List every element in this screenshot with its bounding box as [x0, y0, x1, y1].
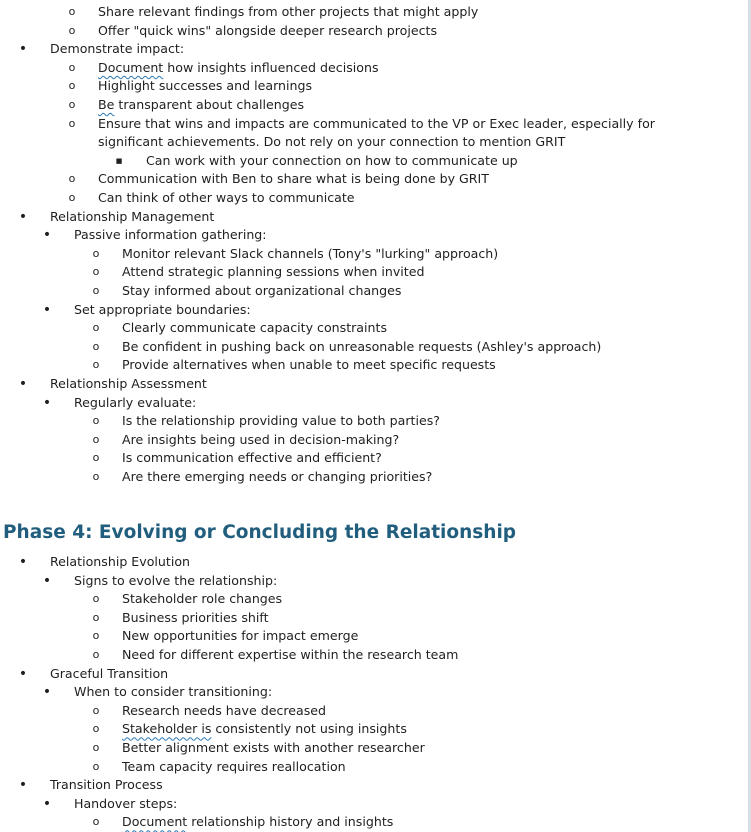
list-item-label: When to consider transitioning:	[74, 684, 273, 700]
list-item-text	[122, 412, 440, 431]
list-item-text	[50, 553, 190, 572]
bullet-circle-icon: o	[92, 414, 100, 428]
bullet-disc-icon: •	[18, 41, 28, 58]
bullet-circle-icon: o	[68, 79, 76, 93]
bullet-disc-icon: •	[18, 208, 28, 225]
list-item-label: Demonstrate impact:	[50, 41, 185, 57]
list-item-label: Attend strategic planning sessions when invited	[122, 264, 425, 280]
bullet-disc-icon: •	[18, 554, 28, 570]
list-item-label: Are there emerging needs or changing priorities?	[122, 469, 433, 484]
list-item-text	[74, 572, 277, 591]
list-item-text	[122, 627, 358, 646]
list-item-label: Passive information gathering:	[74, 227, 267, 243]
list-item-text	[98, 3, 478, 22]
phase-4-heading: Phase 4: Evolving or Concluding the Relationship	[3, 522, 517, 543]
bullet-circle-icon: o	[68, 23, 76, 37]
list-item-label: Clearly communicate capacity constraints	[122, 320, 388, 336]
list-item-label: Is the relationship providing value to both parties?	[122, 413, 440, 429]
bullet-circle-icon: o	[92, 470, 100, 483]
list-item-text	[74, 301, 251, 320]
list-item-text	[50, 40, 184, 59]
list-item-label: relationship history and insights	[187, 814, 394, 830]
spellcheck-flag[interactable]: Document	[98, 59, 164, 75]
list-item-label: Highlight successes and learnings	[98, 78, 313, 94]
list-item-label: New opportunities for impact emerge	[122, 628, 359, 644]
list-item-label: Business priorities shift	[122, 609, 269, 625]
bullet-circle-icon: o	[92, 339, 100, 353]
bullet-square-icon: ■	[115, 156, 123, 165]
bullet-circle-icon: o	[68, 60, 76, 74]
list-item-label: Ensure that wins and impacts are communicated to the VP or Exec leader, especially for	[98, 115, 655, 131]
list-item-text	[122, 609, 269, 628]
list-item-label: Communication with Ben to share what is being done by GRIT	[98, 171, 489, 187]
list-item-label: Monitor relevant Slack channels (Tony's "lurking" approach)	[122, 245, 499, 261]
bullet-disc-icon: •	[18, 665, 28, 682]
list-item-text	[122, 245, 498, 264]
list-item-label: Regularly evaluate:	[74, 394, 197, 410]
bullet-circle-icon: o	[92, 703, 100, 717]
bullet-circle-icon: o	[92, 629, 100, 643]
bullet-circle-icon: o	[92, 648, 100, 661]
list-item-text	[122, 646, 458, 665]
list-item-text	[122, 739, 425, 758]
bullet-disc-icon: •	[42, 394, 52, 411]
list-item-label: Transition Process	[50, 777, 163, 793]
bullet-circle-icon: o	[68, 98, 76, 111]
bullet-circle-icon: o	[92, 246, 100, 260]
bullet-circle-icon: o	[92, 592, 100, 606]
list-item-text	[50, 375, 207, 394]
list-item-label: Relationship Management	[50, 208, 215, 224]
bullet-disc-icon: •	[42, 301, 52, 318]
list-item-text	[50, 776, 163, 795]
bullet-circle-icon: o	[92, 321, 100, 335]
list-item-label: Relationship Evolution	[50, 554, 191, 569]
list-item-label: Relationship Assessment	[50, 376, 207, 391]
list-item-label: Can work with your connection on how to communicate up	[146, 152, 518, 168]
list-item-text	[122, 468, 432, 487]
bullet-circle-icon: o	[92, 722, 100, 736]
list-item-text	[146, 152, 518, 171]
list-item-text	[122, 702, 326, 721]
list-item-text	[122, 813, 393, 832]
list-item-text	[122, 431, 399, 450]
list-item-label: Can think of other ways to communicate	[98, 190, 355, 205]
list-item-label: Are insights being used in decision-making?	[122, 431, 400, 447]
list-item-text	[98, 170, 489, 189]
list-item-text	[50, 208, 214, 227]
spellcheck-flag[interactable]: Document	[122, 814, 188, 830]
list-item-text	[122, 282, 401, 301]
bullet-circle-icon: o	[68, 116, 76, 130]
list-item-text	[122, 720, 407, 739]
list-item-text	[122, 356, 496, 375]
bullet-disc-icon: •	[42, 684, 52, 701]
list-item-label: Need for different expertise within the research team	[122, 647, 459, 662]
list-item-text	[98, 115, 655, 134]
bullet-circle-icon: o	[92, 358, 100, 372]
bullet-circle-icon: o	[68, 191, 76, 204]
list-item-label: Stakeholder role changes	[122, 591, 283, 607]
list-item-label: Set appropriate boundaries:	[74, 301, 251, 317]
list-item-text	[122, 758, 346, 777]
spellcheck-flag[interactable]: Stakeholder is	[122, 721, 212, 737]
list-item-label: Offer "quick wins" alongside deeper research projects	[98, 22, 438, 38]
bullet-circle-icon: o	[92, 815, 100, 829]
bullet-circle-icon: o	[92, 265, 100, 279]
bullet-circle-icon: o	[92, 741, 100, 754]
list-item-text	[122, 449, 382, 468]
list-item-text	[98, 22, 437, 41]
list-item-label: Graceful Transition	[50, 665, 169, 681]
list-item-text	[98, 59, 379, 78]
bullet-circle-icon: o	[92, 451, 100, 465]
list-item-text	[98, 133, 565, 152]
list-item-label: consistently not using insights	[211, 721, 407, 737]
list-item-text	[50, 665, 168, 684]
list-item-label: Handover steps:	[74, 795, 178, 811]
bullet-circle-icon: o	[92, 432, 100, 446]
list-item-text	[122, 263, 424, 282]
bullet-circle-icon: o	[92, 759, 100, 773]
list-item-label: how insights influenced decisions	[163, 59, 379, 75]
bullet-disc-icon: •	[42, 795, 52, 812]
spellcheck-flag[interactable]: Be	[98, 97, 115, 112]
bullet-circle-icon: o	[92, 610, 100, 624]
list-item-label: Share relevant findings from other projects that might apply	[98, 4, 479, 19]
list-item-text	[74, 795, 177, 814]
list-item-text	[122, 338, 601, 357]
list-item-label: Research needs have decreased	[122, 702, 327, 718]
bullet-disc-icon: •	[42, 572, 52, 589]
list-item-label: Is communication effective and efficient?	[122, 450, 382, 466]
list-item-label: Provide alternatives when unable to meet specific requests	[122, 357, 496, 373]
bullet-disc-icon: •	[18, 777, 28, 794]
list-item-label: Stay informed about organizational changes	[122, 283, 402, 298]
list-item-text	[122, 319, 387, 338]
bullet-disc-icon: •	[18, 376, 28, 392]
list-item-text	[98, 96, 304, 115]
list-item-label: significant achievements. Do not rely on your connection to mention GRIT	[98, 134, 566, 150]
list-item-text	[98, 189, 355, 208]
list-item-text	[98, 77, 312, 96]
bullet-circle-icon: o	[68, 172, 76, 186]
list-item-text	[74, 683, 272, 702]
list-item-label: Team capacity requires reallocation	[122, 758, 346, 774]
list-item-label: Better alignment exists with another researcher	[122, 740, 425, 755]
list-item-label: transparent about challenges	[114, 97, 305, 112]
list-item-text	[74, 394, 196, 413]
list-item-text	[122, 590, 282, 609]
bullet-circle-icon: o	[68, 5, 76, 18]
list-item-label: Signs to evolve the relationship:	[74, 572, 278, 588]
list-item-text	[74, 226, 267, 245]
bullet-disc-icon: •	[42, 227, 52, 244]
list-item-label: Be confident in pushing back on unreasonable requests (Ashley's approach)	[122, 338, 602, 354]
bullet-circle-icon: o	[92, 284, 100, 297]
